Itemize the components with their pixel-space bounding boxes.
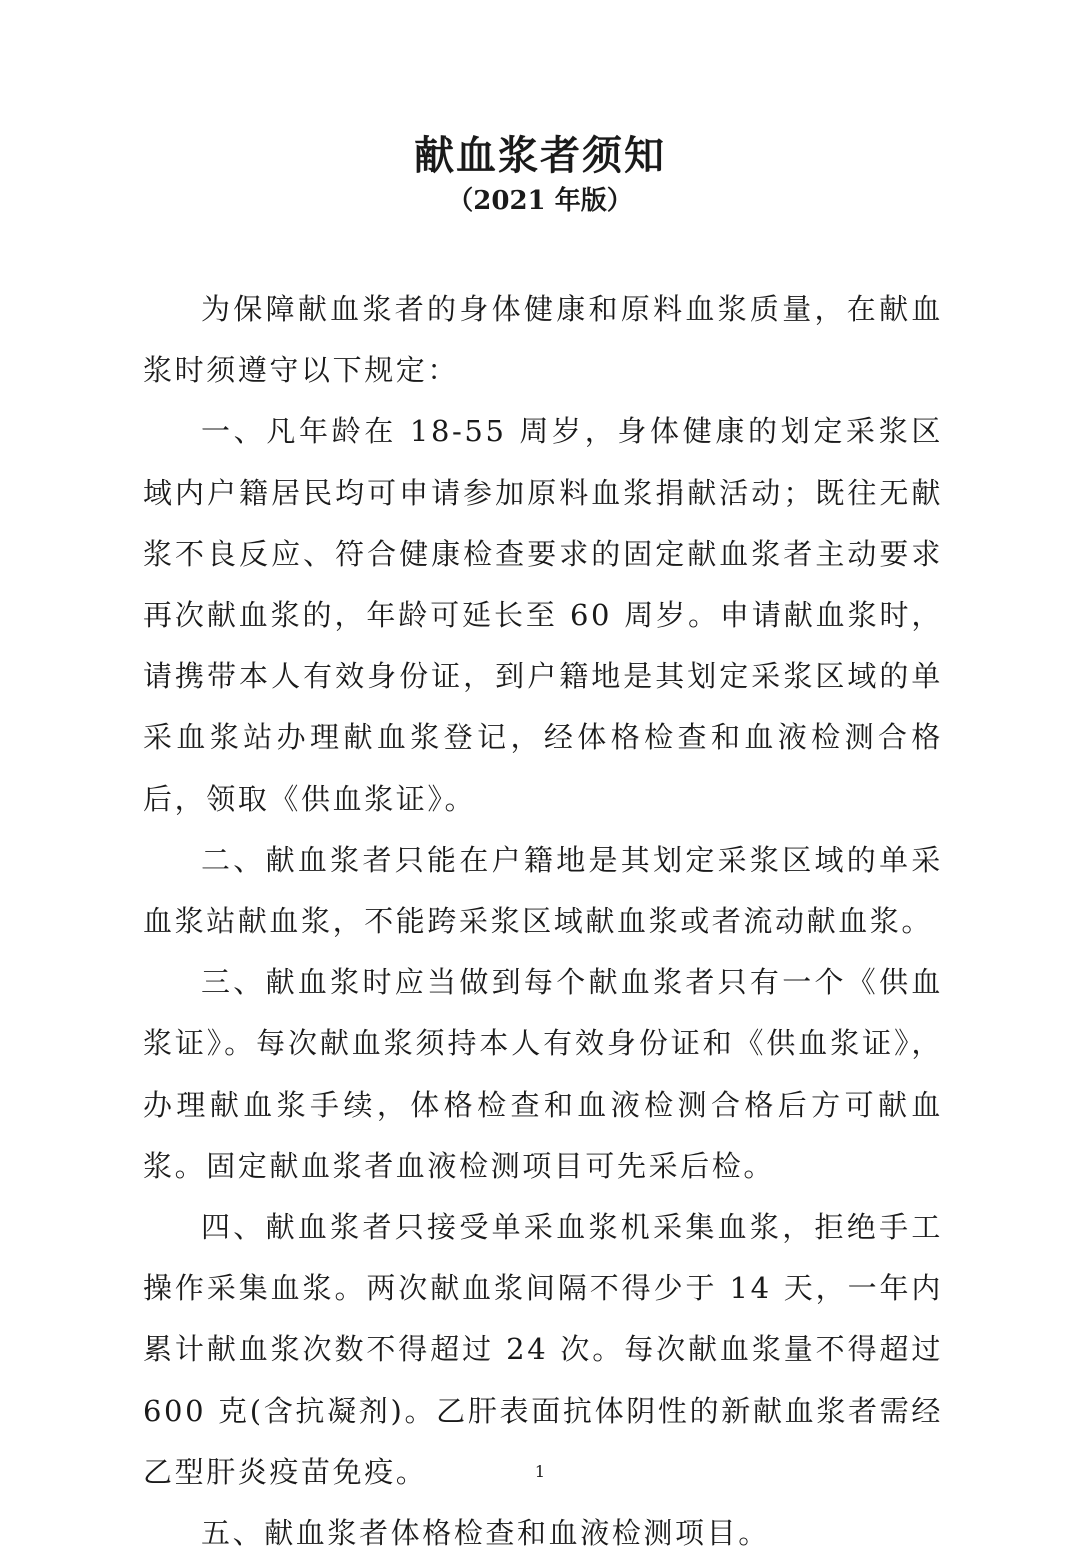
document-body <box>143 279 943 1564</box>
rule-paragraph-3: 三、献血浆时应当做到每个献血浆者只有一个《供血浆证》。每次献血浆须持本人有效身份证和《供血浆证》，办理献血浆手续，体格检查和血液检测合格后方可献血浆。固定献血浆者血液检测项目可先采后检。 <box>143 965 943 1183</box>
document-subtitle: （2021 年版） <box>447 186 633 216</box>
page-number: 1 <box>534 1462 546 1481</box>
rule-paragraph-5: 五、献血浆者体格检查和血液检测项目。 <box>201 1516 770 1551</box>
rule-paragraph-4: 四、献血浆者只接受单采血浆机采集血浆，拒绝手工操作采集血浆。两次献血浆间隔不得少于 14 天，一年内累计献血浆次数不得超过 24 次。每次献血浆量不得超过 600 克(含抗凝剂)。乙肝表面抗体阴性的新献血浆者需经乙型肝炎疫苗免疫。 <box>143 1210 943 1489</box>
rule-paragraph-1: 一、凡年龄在 18-55 周岁，身体健康的划定采浆区域内户籍居民均可申请参加原料血浆捐献活动；既往无献浆不良反应、符合健康检查要求的固定献血浆者主动要求再次献血浆的，年龄可延长至 60 周岁。申请献血浆时，请携带本人有效身份证，到户籍地是其划定采浆区域的单采血浆站办理献血浆登记，经体格检查和血液检测合格后，领取《供血浆证》。 <box>143 414 943 816</box>
rule-paragraph-2: 二、献血浆者只能在户籍地是其划定采浆区域的单采血浆站献血浆，不能跨采浆区域献血浆或者流动献血浆。 <box>143 842 943 939</box>
intro-paragraph: 为保障献血浆者的身体健康和原料血浆质量，在献血浆时须遵守以下规定： <box>143 292 943 388</box>
document-title: 献血浆者须知 <box>414 132 666 179</box>
